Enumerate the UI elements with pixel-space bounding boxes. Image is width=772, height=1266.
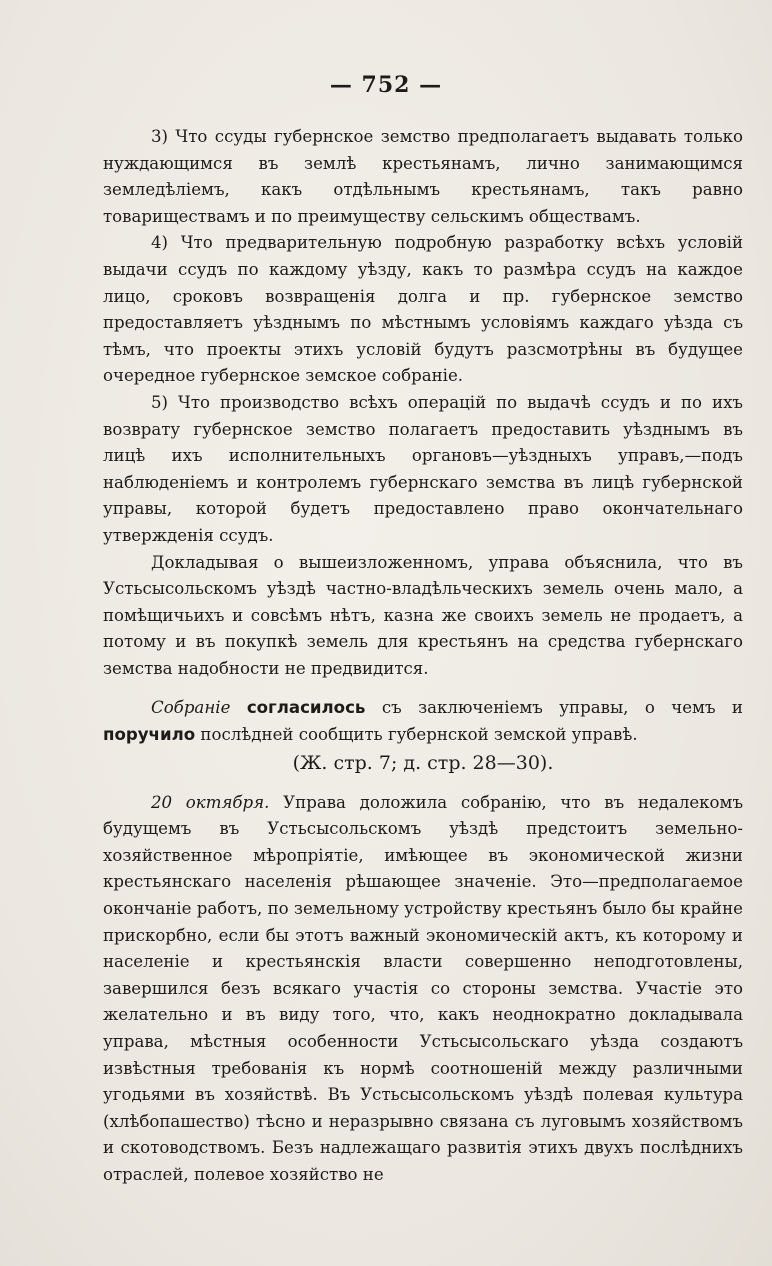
paragraph-item-3: 3) Что ссуды губернское земство предполагаетъ выдавать только нуждающимся въ землѣ крестьянамъ, лично занимающимся земледѣлiемъ, какъ отдѣльнымъ крестьянамъ, такъ равно товариществамъ и по преимуществу сельскимъ обществамъ. <box>103 127 743 226</box>
spacer <box>103 682 743 695</box>
paragraph-report: Докладывая о вышеизложенномъ, управа объяснила, что въ Устьсысольскомъ уѣздѣ частно-владѣльческихъ земель очень мало, а помѣщичьихъ и совсѣмъ нѣтъ, казна же своихъ земель не продаетъ, а потому и въ покупкѣ земель для крестьянъ на средства губернскаго земства надобности не предвидится. <box>103 552 743 678</box>
page-number: — 752 — <box>329 72 443 98</box>
spacer <box>103 777 743 790</box>
instructed-word: поручило <box>103 725 196 745</box>
resolution-middle: съ заключенiемъ управы, о чемъ и <box>365 698 743 718</box>
journal-reference: (Ж. стр. 7; д. стр. 28—30). <box>292 751 554 774</box>
agreed-word: согласилось <box>246 698 366 718</box>
paragraph-item-5: 5) Что производство всѣхъ операцiй по выдачѣ ссудъ и по ихъ возврату губернское земство полагаетъ предоставить уѣзднымъ въ лицѣ ихъ исполнительныхъ органовъ—уѣздныхъ управъ,—подъ наблюденiемъ и контролемъ губернскаго земства въ лицѣ губернской управы, которой будетъ предоставлено право окончательнаго утвержденiя ссудъ. <box>103 392 743 545</box>
text-body <box>103 124 743 1189</box>
paragraph-resolution <box>103 695 743 748</box>
paragraph-item-4: 4) Что предварительную подробную разработку всѣхъ условiй выдачи ссудъ по каждому уѣзду, какъ то размѣра ссудъ на каждое лицо, сроковъ возвращенiя долга и пр. губернское земство предоставляетъ уѣзднымъ по мѣстнымъ условiямъ каждаго уѣзда съ тѣмъ, что проекты этихъ условiй будутъ разсмотрѣны въ будущее очередное губернское земское собранiе. <box>103 233 743 386</box>
october-20-text: Управа доложила собранiю, что въ недалекомъ будущемъ въ Устьсысольскомъ уѣздѣ предстоитъ земельно-хозяйственное мѣропрiятiе, имѣющее въ экономической жизни крестьянскаго населенiя рѣшающее значенiе. Это—предполагаемое окончанiе работъ, по земельному устройству крестьянъ было бы крайне прискорбно, если бы этотъ важный экономическiй актъ, къ которому и населенiе и крестьянскiя власти совершенно неподготовлены, завершился безъ всякаго участiя со стороны земства. Участiе это желательно и въ виду того, что, какъ неоднократно докладывала управа, мѣстныя особенности Устьсысольскаго уѣзда создаютъ извѣстныя требованiя къ нормѣ соотношенiй между различными угодьями въ хозяйствѣ. Въ Устьсысольскомъ уѣздѣ полевая культура (хлѣбопашество) тѣсно и неразрывно связана съ луговымъ хозяйствомъ и скотоводствомъ. Безъ надлежащаго развитiя этихъ двухъ послѣднихъ отраслей, полевое хозяйство не <box>103 792 744 1184</box>
resolution-end: послѣдней сообщить губернской земской управѣ. <box>195 725 638 745</box>
assembly-word: Собранiе <box>151 698 231 718</box>
date-label: 20 октября. <box>151 792 270 812</box>
paragraph-october-20 <box>103 790 743 1189</box>
